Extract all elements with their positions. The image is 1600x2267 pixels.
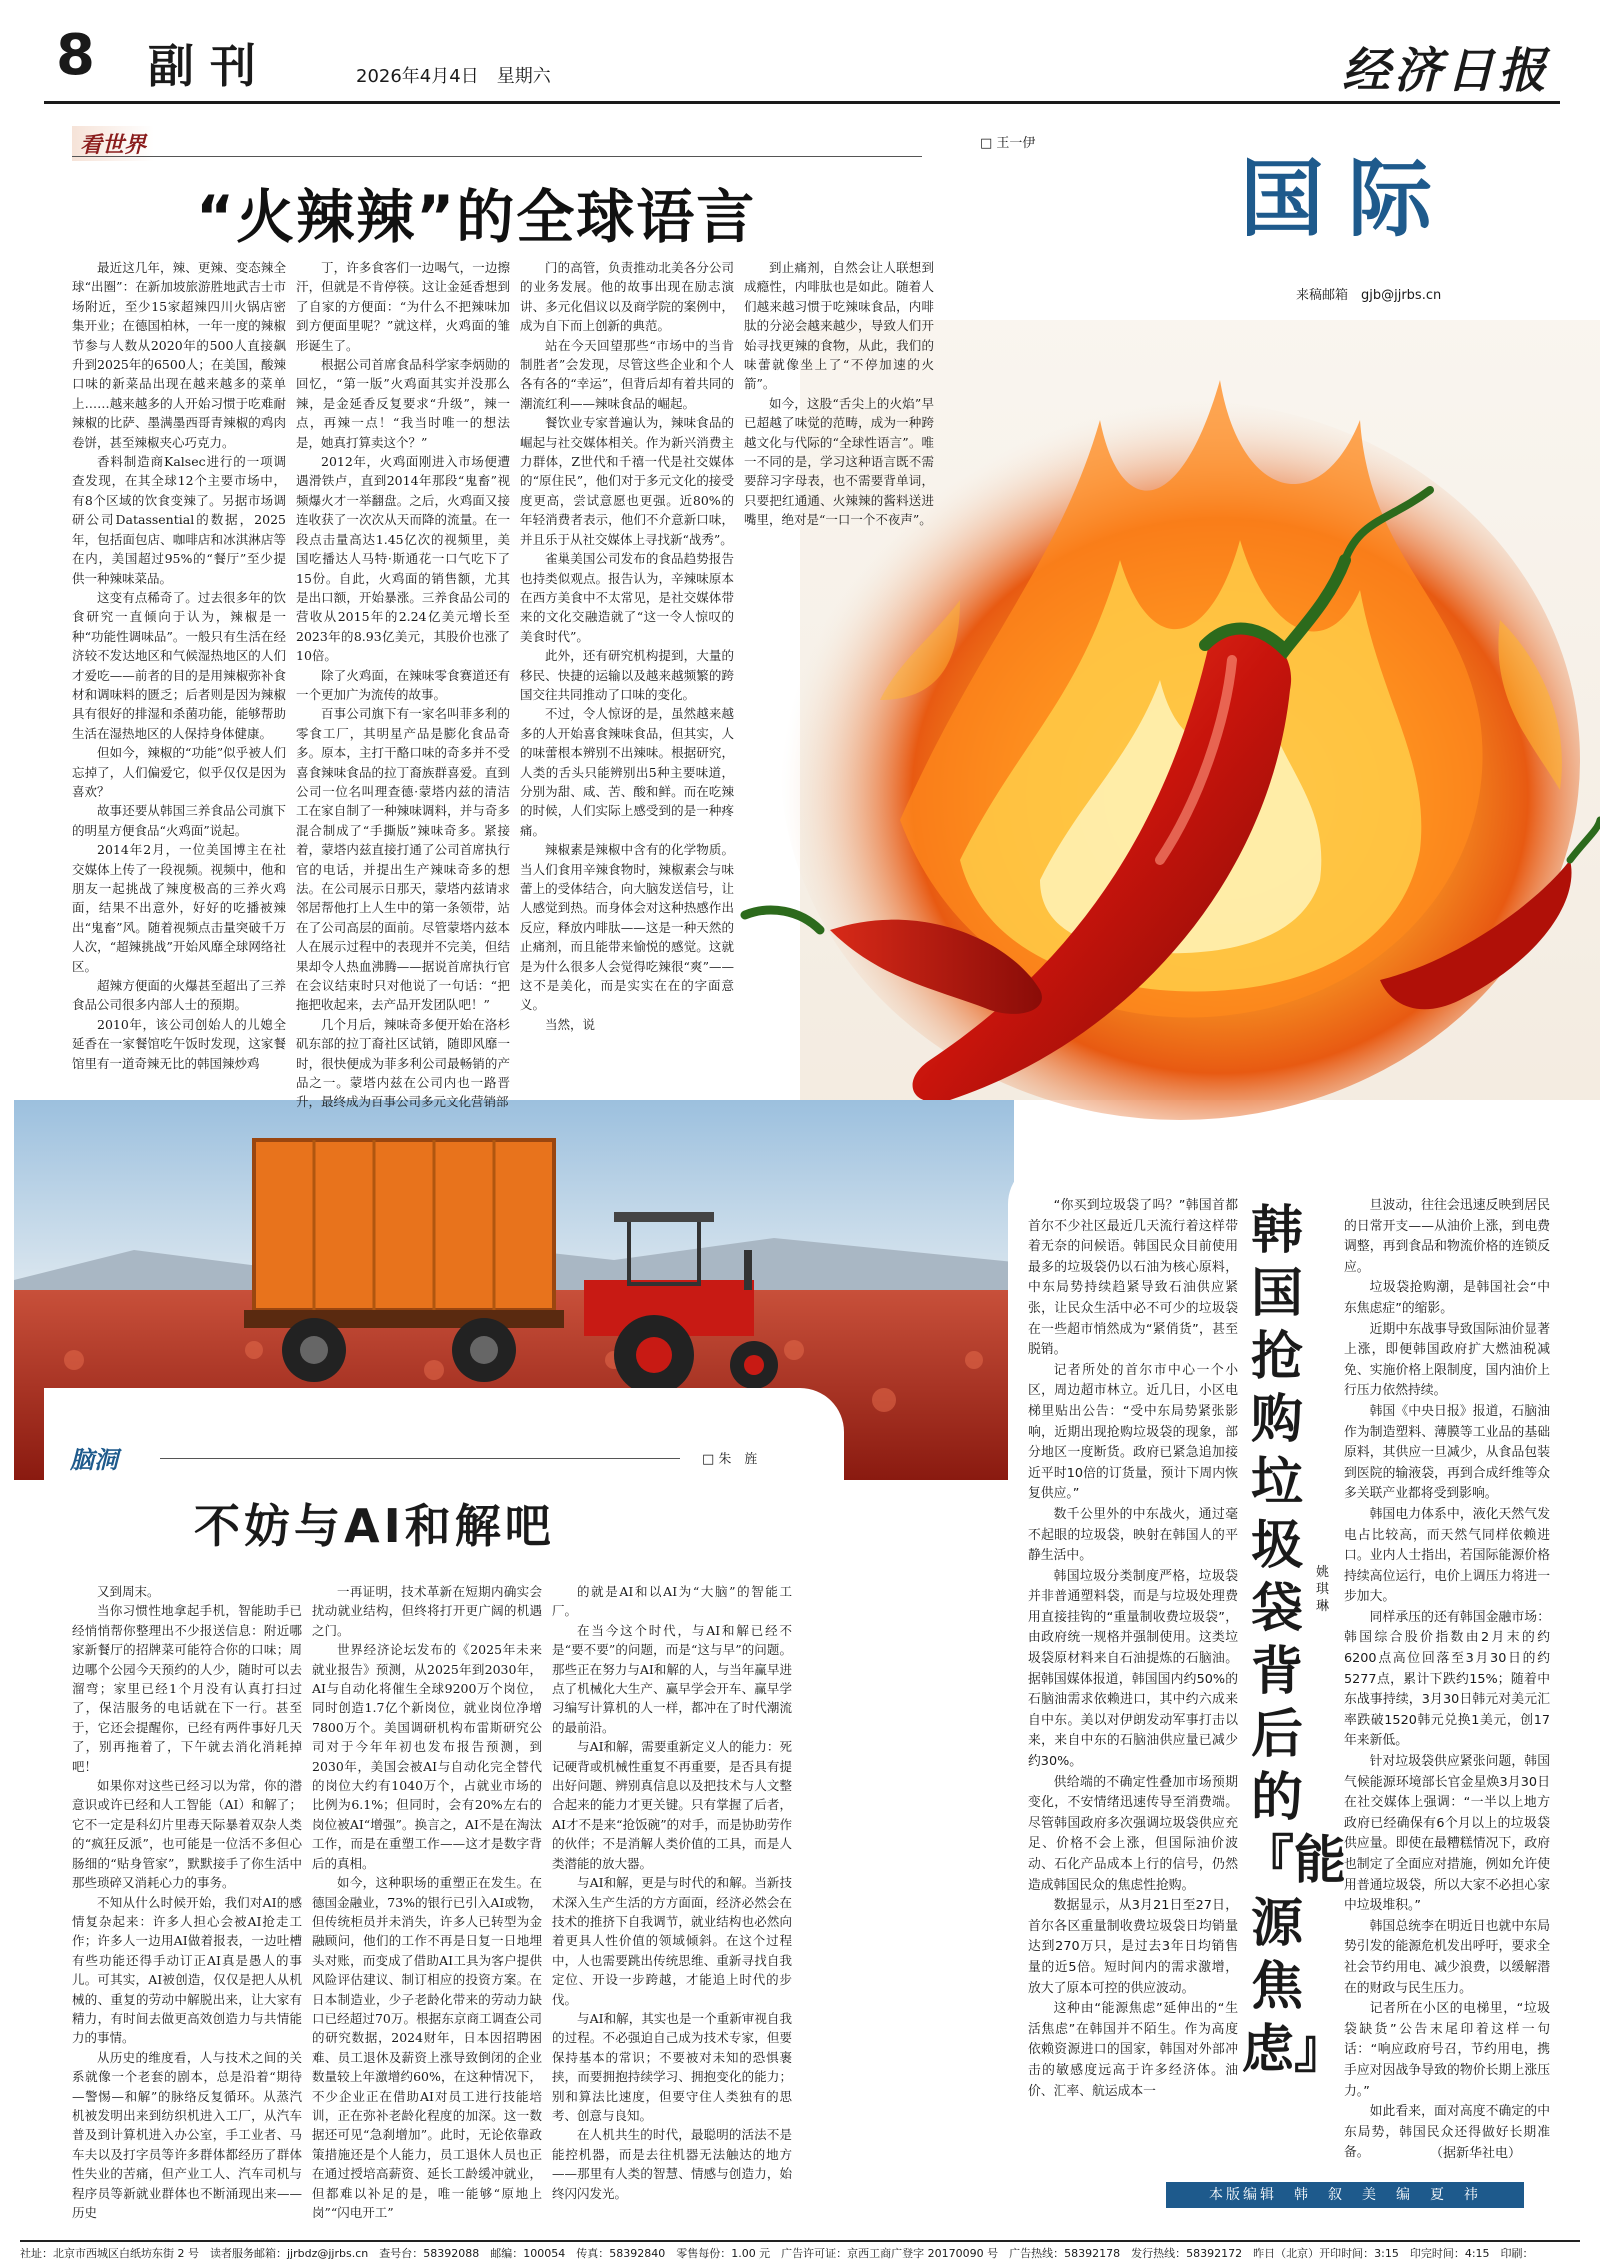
paragraph: 2010年，该公司创始人的儿媳全延香在一家餐馆吃午饭时发现，这家餐馆里有一道奇辣无比的韩国辣炒鸡 [72, 1016, 286, 1071]
paragraph: 供给端的不确定性叠加市场预期变化，不安情绪迅速传导至消费端。尽管韩国政府多次强调垃圾袋供应充足、价格不会上涨，但国际油价波动、石化产品成本上行的信号，仍然造成韩国民众的焦虑性抢购。 [1028, 1774, 1238, 1893]
issue-date: 2026年4月4日 星期六 [356, 66, 551, 87]
section-name: 副刊 [148, 39, 272, 93]
paragraph: 但如今，辣椒的“功能”似乎被人们忘掉了，人们偏爱它，似乎仅仅是因为喜欢？ [72, 745, 286, 799]
paragraph: 如今，这股“舌尖上的火焰”早已超越了味觉的范畴，成为一种跨越文化与代际的“全球性语言”。唯一不同的是，学习这种语言既不需要辞习字母表，也不需要背单词，只要把红通通、火辣辣的酱料送进嘴里，绝对是“一口一个不夜声”。 [744, 395, 934, 528]
paragraph: 一再证明，技术革新在短期内确实会扰动就业结构，但终将打开更广阔的机遇之门。 [312, 1584, 542, 1638]
paragraph: 垃圾袋抢购潮，是韩国社会“中东焦虑症”的缩影。 [1344, 1280, 1550, 1316]
imprint-footer: 社址：北京市西城区白纸坊东街 2 号 读者服务邮箱：jjrbdz@jjrbs.cn 查号台：58392088 邮编：100054 传真：58392840 零售每份：1.00 元 广告许可证：京西工商广登字 20170090 号 广告热线：58392178 发行热线：58392172 昨日（北京）开印时间：3:15 印完时间：4:15 印刷： [20, 2240, 1580, 2261]
paragraph: 旦波动，往往会迅速反映到居民的日常开支——从油价上涨，到电费调整，再到食品和物流价格的连锁反应。 [1344, 1198, 1550, 1275]
paragraph: 此外，还有研究机构提到，大量的移民、快捷的运输以及越来越频繁的跨国交往共同推动了口味的变化。 [520, 648, 734, 702]
paragraph: 丁，许多食客们一边喝气，一边擦汗，但就是不肯停筷。这让金延香想到了自家的方便面：“为什么不把辣味加到方便面里呢？”就这样，火鸡面的雏形诞生了。 [296, 260, 510, 353]
story3-column-1 [1028, 1196, 1238, 2136]
paragraph: 不过，令人惊讶的是，虽然越来越多的人开始喜食辣味食品，但其实，人的味蕾根本辨别不出辣味。根据研究，人类的舌头只能辨别出5种主要味道，分别为甜、咸、苦、酸和鲜。而在吃辣的时候，人们实际上感受到的是一种疼痛。 [520, 706, 734, 838]
paragraph: 韩国《中央日报》报道，石脑油作为制造塑料、薄膜等工业品的基础原料，其供应一旦减少，从食品包装到医院的输液袋，再到合成纤维等众多关联产业都将受到影响。 [1344, 1403, 1550, 1502]
story2-column-2 [312, 1582, 542, 2232]
paragraph: 如今，这种职场的重塑正在发生。在德国金融业，73%的银行已引入AI或物，但传统柜员并未消失，许多人已转型为金融顾问，他们的工作不再是日复一日地埋头对账，而变成了借助AI工具为客户提供风险评估建议、制订相应的投资方案。在日本制造业，少子老龄化带来的劳动力缺口已经超过70万。根据东京商工调查公司的研究数据，2024财年，日本因招聘困难、员工退休及薪资上涨导致倒闭的企业数量较上年激增约60%，在这种情况下，不少企业正在借助AI对员工进行技能培训，正在弥补老龄化程度的加深。这一数据还可见“急刹增加”。此时，无论依靠政策措施还是个人能力，员工退休人员也正在通过授培高薪资、延长工龄缓冲就业，但都难以补足的是，唯一能够“原地上岗”“闪电开工” [312, 1875, 542, 2220]
paragraph: 与AI和解，更是与时代的和解。当新技术深入生产生活的方方面面，经济必然会在技术的推挤下自我调节，就业结构也必然向着更具人性价值的领域倾斜。在这个过程中，人也需要跳出传统思维、重新寻找自我定位、开设一步跨越，才能追上时代的步伐。 [552, 1875, 792, 2007]
story3-source: （据新华社电） [1430, 2146, 1522, 2161]
paragraph: 的就是AI和以AI为“大脑”的智能工厂。 [552, 1584, 792, 1619]
paragraph: 雀巢美国公司发布的食品趋势报告也持类似观点。报告认为，辛辣味原本在西方美食中不太常见，是社交媒体带来的文化交融造就了“这一令人惊叹的美食时代”。 [520, 551, 734, 644]
story2-column-1 [72, 1582, 302, 2232]
story1-headline: “火辣辣”的全球语言 [196, 183, 757, 251]
paragraph: 百事公司旗下有一家名叫菲多利的零食工厂，其明星产品是膨化食品奇多。原本，主打干酪口味的奇多并不受喜食辣味食品的拉丁裔族群喜爱。直到公司一位名叫理查德·蒙塔内兹的清洁工在家自制了一种辣味调料，并与奇多混合制成了“手撕版”辣味奇多。紧接着，蒙塔内兹直接打通了公司首席执行官的电话，并提出生产辣味奇多的想法。在公司展示日那天，蒙塔内兹请求邻居帮他打上人生中的第一条领带，站在了公司高层的面前。尽管蒙塔内兹本人在展示过程中的表现并不完美，但结果却令人热血沸腾——据说首席执行官在会议结束时只对他说了一句话：“把拖把收起来，去产品开发团队吧！” [296, 706, 510, 1013]
story1-column-4 [744, 258, 934, 708]
paragraph: 针对垃圾袋供应紧张问题，韩国气候能源环境部长官金星焕3月30日在社交媒体上强调：“一半以上地方政府已经确保有6个月以上的垃圾袋供应量。即使在最糟糕情况下，政府也制定了全面应对措施，例如允许使用普通垃圾袋，所以大家不必担心家中垃圾堆积。” [1344, 1754, 1550, 1914]
paragraph: 这种由“能源焦虑”延伸出的“生活焦虑”在韩国并不陌生。作为高度依赖资源进口的国家，韩国对外部冲击的敏感度远高于许多经济体。油价、汇率、航运成本一 [1028, 2001, 1238, 2099]
paper-logo: 经济日报 [1341, 43, 1550, 99]
paragraph: 韩国垃圾分类制度严格，垃圾袋并非普通塑料袋，而是与垃圾处理费用直接挂钩的“重量制收费垃圾袋”，由政府统一规格并强制使用。这类垃圾袋原材料来自石油提炼的石脑油。据韩国媒体报道，韩国国内约50%的石脑油需求依赖进口，其中约六成来自中东。美以对伊朗发动军事打击以来，来自中东的石脑油供应量已减少约30%。 [1028, 1568, 1238, 1770]
paragraph: 2014年2月，一位美国博主在社交媒体上传了一段视频。视频中，他和朋友一起挑战了辣度极高的三养火鸡面，结果不出意外，好好的吃播被辣出“鬼畜”风。随着视频点击量突破千万人次，“超辣挑战”开始风靡全球网络社区。 [72, 842, 286, 974]
paragraph: 站在今天回望那些“市场中的当肯制胜者”会发现，尽管这些企业和个人各有各的“幸运”，但背后却有着共同的潮流红利——辣味食品的崛起。 [520, 337, 734, 411]
paragraph: 在当今这个时代，与AI和解已经不是“要不要”的问题，而是“这与早”的问题。那些正在努力与AI和解的人，与当年赢早进点了机械化大生产、赢早学会开车、赢早学习编写计算机的人一样，都冲在了时代潮流的最前沿。 [552, 1622, 792, 1735]
paragraph: 门的高管，负责推动北美各分公司的业务发展。他的故事出现在励志演讲、多元化倡议以及商学院的案例中，成为自下而上创新的典范。 [520, 260, 734, 334]
story2-kicker-rule [160, 1458, 680, 1459]
paragraph: 韩国电力体系中，液化天然气发电占比较高，而天然气同样依赖进口。业内人士指出，若国际能源价格持续高位运行，电价上调压力将进一步加大。 [1344, 1506, 1550, 1605]
story1-kicker-rule [72, 156, 922, 157]
paragraph: 数千公里外的中东战火，通过毫不起眼的垃圾袋，映射在韩国人的平静生活中。 [1028, 1506, 1238, 1564]
paragraph: 同样承压的还有韩国金融市场：韩国综合股价指数由2月末的约6200点高位回落至3月30日的约5277点，累计下跌约15%；随着中东战事持续，3月30日韩元对美元汇率跌破1520韩元兑换1美元，创17年来新低。 [1344, 1609, 1550, 1749]
paragraph: 故事还要从韩国三养食品公司旗下的明星方便食品“火鸡面”说起。 [72, 803, 286, 838]
paragraph: 与AI和解，需要重新定义人的能力：死记硬背或机械性重复不再重要，是否具有提出好问题、辨别真信息以及把技术与人文整合起来的能力才更关键。只有掌握了后者，AI才不是来“抢饭碗”的对手，而是协助劳作的伙伴；不是消解人类价值的工具，而是人类潜能的放大器。 [552, 1739, 792, 1871]
paragraph: 香料制造商Kalsec进行的一项调查发现，在其全球12个主要市场中，有8个区域的饮食变辣了。另据市场调研公司Datassential的数据，2025年，包括面包店、咖啡店和冰淇淋店等在内，美国超过95%的“餐厅”至少提供一种辣味菜品。 [72, 454, 286, 586]
contact-email: 来稿邮箱 gjb@jjrbs.cn [1296, 288, 1442, 303]
editor-credit-bar: 本版编辑 韩 叙 美 编 夏 祎 [1166, 2182, 1524, 2208]
paragraph: 韩国总统李在明近日也就中东局势引发的能源危机发出呼吁，要求全社会节约用电、减少浪费，以缓解潜在的财政与民生压力。 [1344, 1918, 1550, 1996]
paragraph: 近期中东战事导致国际油价显著上涨，即便韩国政府扩大燃油税减免、实施价格上限制度，国内油价上行压力依然持续。 [1344, 1321, 1550, 1399]
paragraph: 辣椒素是辣椒中含有的化学物质。当人们食用辛辣食物时，辣椒素会与味蕾上的受体结合，向大脑发送信号，让人感觉到热。而身体会对这种热感作出反应，释放内啡肽——这是一种天然的止痛剂，而且能带来愉悦的感觉。这就是为什么很多人会觉得吃辣很“爽”——这不是美化，而是实实在在的字面意义。 [520, 842, 734, 1013]
paragraph: 根据公司首席食品科学家李炳勋的回忆，“第一版”火鸡面其实并没那么辣，是金延香反复要求“升级”，辣一点，再辣一点！“我当时唯一的想法是，她真打算卖这个？” [296, 357, 510, 450]
paragraph: 世界经济论坛发布的《2025年未来就业报告》预测，从2025年到2030年，AI与自动化将催生全球9200万个岗位，同时创造1.7亿个新岗位，就业岗位净增7800万个。美国调研机构布雷斯研究公司对于今年年初也发布报告预测，到2030年，美国会被AI与自动化完全替代的岗位大约有1040万个，占就业市场的比例为6.1%；但同时，会有20%左右的岗位被AI“增强”。换言之，AI不是在淘汰工作，而是在重塑工作——这才是数字背后的真相。 [312, 1642, 542, 1871]
paragraph: 数据显示，从3月21日至27日，首尔各区重量制收费垃圾袋日均销量达到270万只，是过去3年日均销售量的近5倍。短时间内的需求激增，放大了原本可控的供应波动。 [1028, 1898, 1238, 1996]
paragraph: 记者所处的首尔市中心一个小区，周边超市林立。近几日，小区电梯里贴出公告：“受中东局势紧张影响，近期出现抢购垃圾袋的现象，部分地区一度断货。政府已紧急追加接近平时10倍的订货量，预计下周内恢复供应。” [1028, 1362, 1238, 1502]
story2-byline: □ 朱 旌 [702, 1452, 758, 1467]
paragraph: 不知从什么时候开始，我们对AI的感情复杂起来：许多人担心会被AI抢走工作；许多人一边用AI做着报表，一边吐槽有些功能还得手动订正AI真是愚人的事儿。可其实，AI被创造，仅仅是把人从机械的、重复的劳动中解脱出来，让大家有精力，有时间去做更高效创造力与共情能力的事情。 [72, 1894, 302, 2046]
story3-author: 姚琪琳 [1316, 1565, 1330, 1614]
paragraph: 又到周末。 [97, 1584, 160, 1599]
paragraph: 这变有点稀奇了。过去很多年的饮食研究一直倾向于认为，辣椒是一种“功能性调味品”。一般只有生活在经济较不发达地区和气候湿热地区的人们才爱吃——前者的目的是用辣椒弥补食材和调味料的匮乏；后者则是因为辣椒具有很好的排湿和杀菌功能，能够帮助生活在湿热地区的人保持身体健康。 [72, 589, 286, 741]
paragraph: 超辣方便面的火爆甚至超出了三养食品公司很多内部人士的预期。 [72, 978, 286, 1013]
story1-kicker: 看世界 [72, 126, 154, 161]
story2-kicker: 脑洞 [70, 1445, 118, 1474]
paragraph: 除了火鸡面，在辣味零食赛道还有一个更加广为流传的故事。 [296, 667, 510, 702]
section-banner-title: 国际 [1240, 149, 1457, 248]
paragraph: 与AI和解，其实也是一个重新审视自我的过程。不必强迫自己成为技术专家，但要保持基本的常识；不要被对未知的恐惧裹挟，而要拥抱持续学习、拥抱变化的能力；别和算法比速度，但要守住人类独有的思考、创意与良知。 [552, 2010, 792, 2123]
page-number: 8 [56, 23, 95, 88]
paragraph: 从历史的维度看，人与技术之间的关系就像一个老套的剧本，总是沿着“期待—警惕—和解”的脉络反复循环。从蒸汽机被发明出来到纺织机进入工厂，从汽车普及到计算机进入办公室，手工业者、马车夫以及打字员等许多群体都经历了群体性失业的苦痛，但产业工人、汽车司机与程序员等新就业群体也不断涌现出来——历史 [72, 2049, 302, 2220]
story2-headline: 不妨与AI和解吧 [194, 1499, 555, 1553]
story1-column-1 [72, 258, 286, 1090]
paragraph: “你买到垃圾袋了吗？”韩国首都首尔不少社区最近几天流行着这样带着无奈的问候语。韩国民众目前使用最多的垃圾袋仍以石油为核心原料，中东局势持续趋紧导致石油供应紧张，让民众生活中必不可少的垃圾袋在一些超市悄然成为“紧俏货”，甚至脱销。 [1028, 1198, 1238, 1358]
story1-byline: □ 王一伊 [980, 136, 1036, 151]
paragraph: 餐饮业专家普遍认为，辣味食品的崛起与社交媒体相关。作为新兴消费主力群体，Z世代和千禧一代是社交媒体的“原住民”，他们对于多元文化的接受度更高，尝试意愿也更强。近80%的年轻消费者表示，他们不介意新口味，并且乐于从社交媒体上寻找新“战秀”。 [520, 415, 734, 547]
paragraph: 到止痛剂，自然会让人联想到成瘾性，内啡肽也是如此。随着人们越来越习惯于吃辣味食品，内啡肽的分泌会越来越少，导致人们开始寻找更辣的食物，从此，我们的味蕾就像坐上了“不停加速的火箭”。 [744, 260, 934, 392]
paragraph: 如此看来，面对高度不确定的中东局势，韩国民众还得做好长期准备。 [1344, 2104, 1550, 2161]
story3-headline: 韩国抢购垃圾袋背后的『能源焦虑』 [1242, 1201, 1347, 2080]
paragraph: 如果你对这些已经习以为常，你的潜意识或许已经和人工智能（AI）和解了；它不一定是科幻片里毒天际暴着双杂人类的“疯狂反派”，也可能是一位活不多但心肠细的“贴身管家”，默默接手了你生活中那些琐碎又消耗心力的事务。 [72, 1778, 302, 1891]
paragraph: 当然，说 [545, 1016, 596, 1032]
story2-column-3 [552, 1582, 792, 2232]
paragraph: 最近这几年，辣、更辣、变态辣全球“出圈”：在新加坡旅游胜地武吉士市场附近，至少15家超辣四川火锅店密集开业；在德国柏林，一年一度的辣椒节参与人数从2020年的500人直接飙升到2025年的6500人；在美国，酸辣口味的新菜品出现在越来越多的菜单上……越来越多的人开始习惯于吃难耐辣椒的比萨、墨满墨西哥青辣椒的鸡肉卷饼，甚至辣椒夹心巧克力。 [72, 260, 286, 450]
paragraph: 在人机共生的时代，最聪明的活法不是能控机器，而是去往机器无法触达的地方——那里有人类的智慧、情感与创造力，始终闪闪发光。 [552, 2127, 792, 2201]
story1-column-3 [520, 258, 734, 1084]
paragraph: 几个月后，辣味奇多便开始在洛杉矶东部的拉丁裔社区试销，随即风靡一时，很快便成为菲多利公司最畅销的产品之一。蒙塔内兹在公司内也一路晋升，最终成为百事公司多元文化营销部 [296, 1016, 510, 1110]
paragraph: 记者所在小区的电梯里，“垃圾袋缺货”公告末尾印着这样一句话：“响应政府号召，节约用电，携手应对因战争导致的物价长期上涨压力。” [1344, 2001, 1550, 2099]
paragraph: 2012年，火鸡面刚进入市场便遭遇滑铁卢，直到2014年那段“鬼畜”视频爆火才一举翻盘。之后，火鸡面又接连收获了一次次从天而降的流量。在一段点击量高达1.45亿次的视频里，美国吃播达人马特·斯通花一口气吃下了15份。自此，火鸡面的销售额，尤其是出口额，开始暴涨。三养食品公司的营收从2015年的2.24亿美元增长至2023年的8.93亿美元，其股价也涨了10倍。 [296, 454, 510, 664]
story1-column-2 [296, 258, 510, 1110]
paragraph: 当你习惯性地拿起手机，智能助手已经悄悄帮你整理出不少报送信息：附近哪家新餐厅的招牌菜可能符合你的口味；周边哪个公园今天预约的人少，随时可以去溜弯；家里已经1个月没有认真打扫过了，保洁服务的电话就在下一行。甚至于，它还会提醒你，已经有两件事好几天了，别再拖着了，下午就去消化消耗掉吧！ [72, 1603, 302, 1774]
